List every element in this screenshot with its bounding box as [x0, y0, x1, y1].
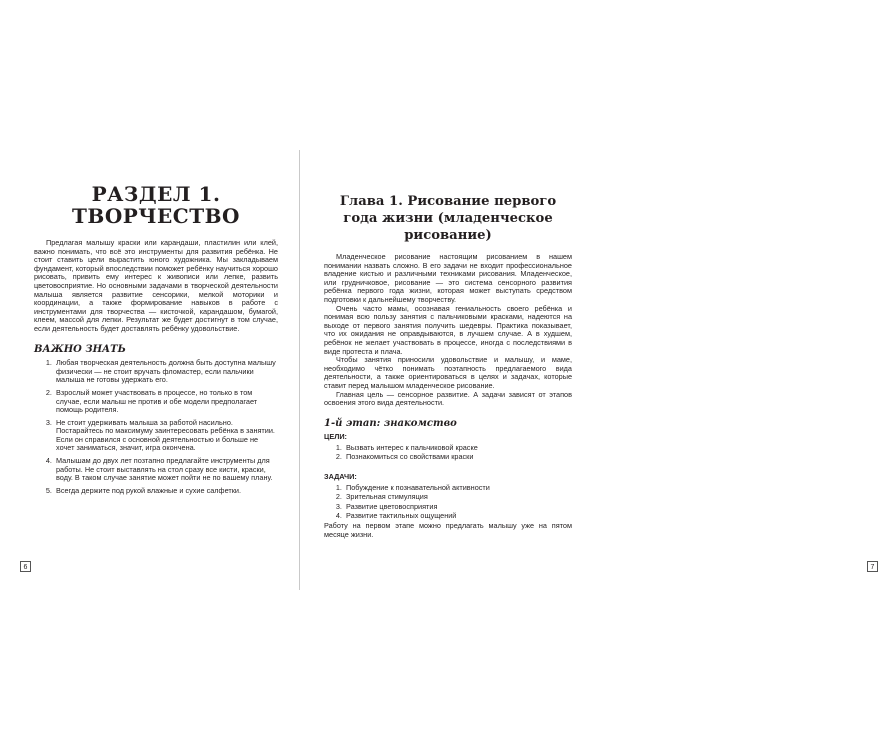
paragraph: Очень часто мамы, осознавая гениальность своего ребёнка и понимая всю пользу занятия с пальчиковыми красками, надеются на выходе от первого занятия получить шедевры. Практика показывает, что их ожидания не оправдываются, в лучшем случае. А в худшем, ребёнок не желает участвовать в процессе, иногда с последствиями в виде протеста и плача.: [324, 303, 572, 356]
list-item: 1. Вызвать интерес к пальчиковой краске: [344, 444, 572, 453]
tasks-list: [324, 484, 572, 521]
right-page-content: [324, 193, 572, 539]
list-item: 2. Зрительная стимуляция: [344, 493, 572, 502]
left-page-content: [34, 183, 278, 499]
chapter-title: Глава 1. Рисование первого года жизни (младенческое рисование): [339, 194, 557, 243]
list-item: 1. Побуждение к познавательной активности: [344, 484, 572, 493]
closing-paragraph: Работу на первом этапе можно предлагать малышу уже на пятом месяце жизни.: [324, 521, 572, 539]
intro-paragraph: Предлагая малышу краски или карандаши, пластилин или клей, важно понимать, что всё это инструменты для развития ребёнка. Не стоит ставить цели вырастить юного художника. Мы закладываем фундамент, который впоследствии поможет ребёнку научиться хорошо рисовать, привить ему интерес к живописи или лепке, развить цветовосприятие. Но основными задачами в творческой деятельности малыша является развитие сенсорики, мелкой моторики и координации, а также формирование навыков в работе с инструментами для творчества — кисточкой, карандашом, бумагой, клеем, массой для лепки. Результат же будет достигнут в том случае, если деятельность будет доставлять ребёнку удовольствие.: [34, 238, 278, 333]
list-item: 2. Взрослый может участвовать в процессе, но только в том случае, если малыш не против и обе модели предполагает помощь родителя.: [54, 389, 278, 415]
list-item: 4. Развитие тактильных ощущений: [344, 512, 572, 521]
paragraph: Главная цель — сенсорное развитие. А задачи зависят от этапов освоения этого вида деятельности.: [324, 389, 572, 408]
important-heading: ВАЖНО ЗНАТЬ: [34, 343, 126, 355]
goals-label: ЦЕЛИ:: [324, 432, 347, 442]
stage-heading: 1-й этап: знакомство: [324, 417, 457, 429]
list-item: 3. Развитие цветовосприятия: [344, 503, 572, 512]
tasks-label: ЗАДАЧИ:: [324, 472, 357, 482]
list-item: 5. Всегда держите под рукой влажные и сухие салфетки.: [54, 487, 278, 496]
right-page: [300, 0, 875, 750]
paragraph: Чтобы занятия приносили удовольствие и малышу, и маме, необходимо чётко понимать поэтапность предлагаемого вида деятельности, а также ориентироваться в целях и задачах, которые ставит перед малышом младенческое рисование.: [324, 355, 572, 390]
list-item: 1. Любая творческая деятельность должна быть доступна малышу физически — не стоит вручать фломастер, если пальчики малыша не готовы удержать его.: [54, 359, 278, 385]
important-list: [34, 359, 278, 495]
list-item: 2. Познакомиться со свойствами краски: [344, 453, 572, 462]
left-page: [0, 0, 300, 750]
goals-list: [324, 444, 572, 462]
paragraph: Младенческое рисование настоящим рисованием в нашем понимании назвать сложно. В его задачи не входит профессиональное владение кистью и различными техниками рисования. Младенческое, или грудничковое, рисование — это система сенсорного развития ребёнка первого года жизни, которая может выступать средством подготовки к дальнейшему творчеству.: [324, 252, 572, 304]
list-item: 4. Малышам до двух лет позтапно предлагайте инструменты для работы. Не стоит выставлять на стол сразу все кисти, краски, воду. В таком случае занятие может пойти не по вашему плану.: [54, 457, 278, 483]
page-number: 6: [20, 561, 31, 572]
page-number: 7: [867, 561, 878, 572]
list-item: 3. Не стоит удерживать малыша за работой насильно. Постарайтесь по максимуму заинтересовать ребёнка в занятии. Если он справился с основной деятельностью и больше не хочет заниматься, значит, игра окончена.: [54, 419, 278, 453]
section-title: РАЗДЕЛ 1. ТВОРЧЕСТВО: [72, 182, 240, 228]
